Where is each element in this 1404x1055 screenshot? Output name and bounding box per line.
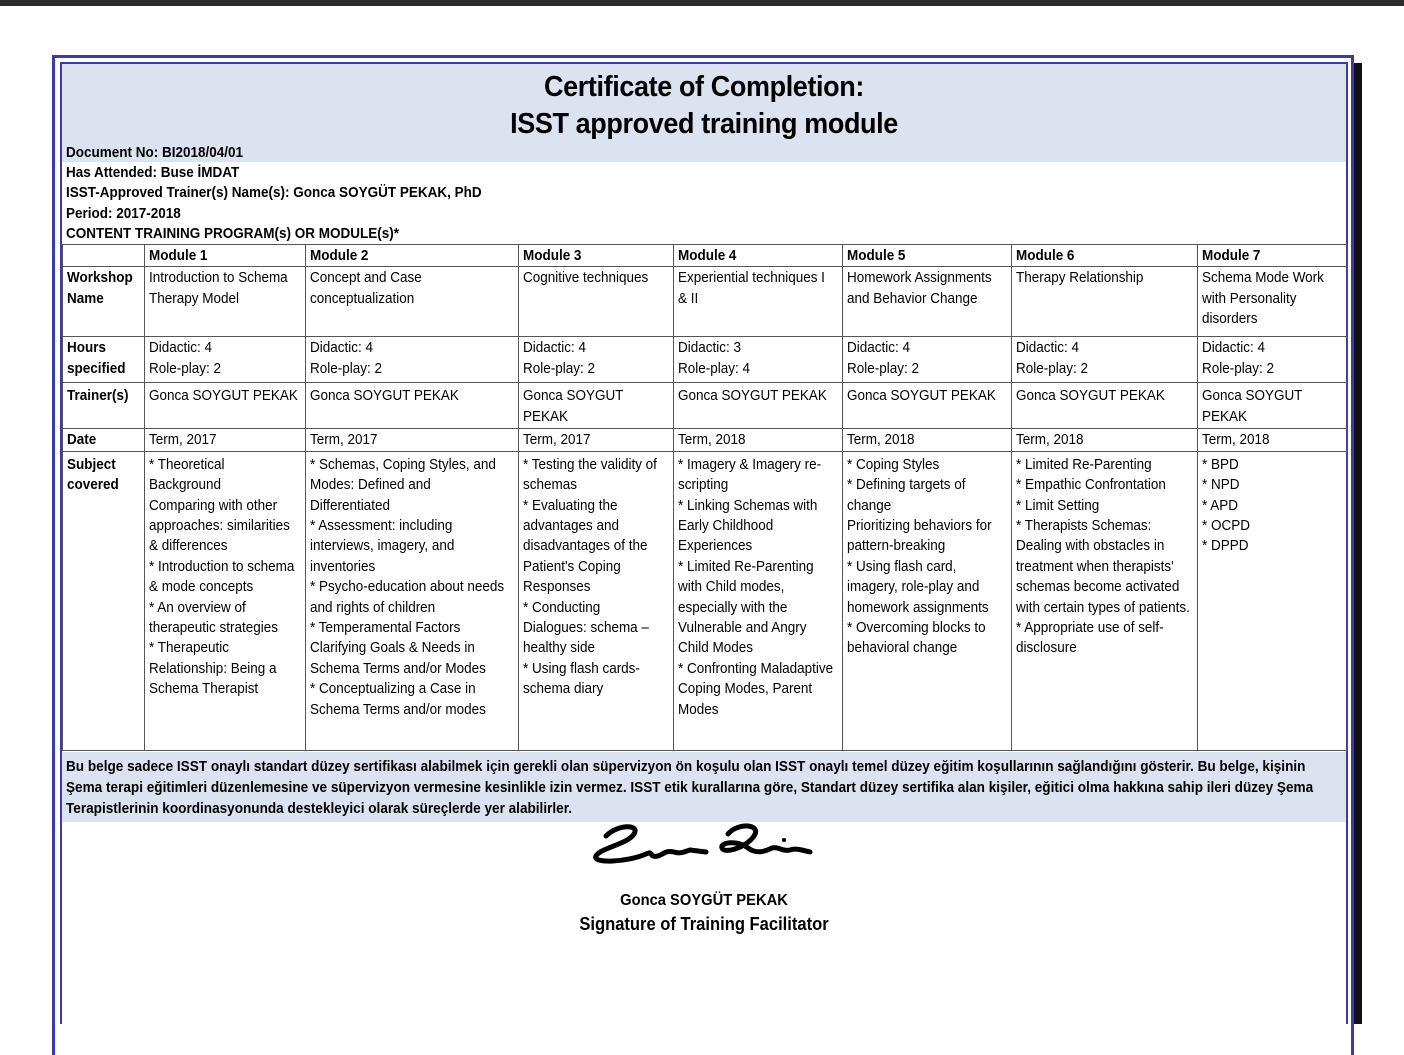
row-label-workshop: Workshop Name: [63, 267, 145, 337]
module-header-row: [63, 245, 1348, 267]
trainer-cell: Gonca SOYGUT PEKAK: [1012, 383, 1198, 429]
header-corner-cell: [63, 245, 145, 267]
date-cell: Term, 2018: [843, 429, 1012, 451]
workshop-row: [63, 267, 1348, 337]
date-cell: Term, 2017: [306, 429, 519, 451]
content-heading: CONTENT TRAINING PROGRAM(s) OR MODULE(s)*: [66, 225, 399, 242]
workshop-cell: Schema Mode Work with Personality disorders: [1198, 267, 1348, 337]
date-row: [63, 429, 1348, 451]
subject-cell: * Imagery & Imagery re-scripting * Linking Schemas with Early Childhood Experiences * Limited Re-Parenting with Child modes, especially with the Vulnerable and Angry Child Modes * Confronting Maladaptive Coping Modes, Parent Modes: [674, 451, 843, 750]
subject-row: [63, 451, 1348, 750]
module-header: Module 6: [1012, 245, 1198, 267]
handwritten-signature: [588, 818, 818, 874]
workshop-cell: Introduction to Schema Therapy Model: [145, 267, 306, 337]
trainer-row: [63, 383, 1348, 429]
module-header: Module 1: [145, 245, 306, 267]
hours-row: [63, 337, 1348, 383]
module-header: Module 5: [843, 245, 1012, 267]
trainer-cell: Gonca SOYGUT PEKAK: [843, 383, 1012, 429]
trainer-names: ISST-Approved Trainer(s) Name(s): Gonca SOYGÜT PEKAK, PhD: [66, 184, 482, 201]
subject-cell: * BPD * NPD * APD * OCPD * DPPD: [1198, 451, 1348, 750]
module-header: Module 2: [306, 245, 519, 267]
hours-cell: Didactic: 4 Role-play: 2: [145, 337, 306, 383]
trainer-cell: Gonca SOYGUT PEKAK: [1198, 383, 1348, 429]
hours-cell: Didactic: 4 Role-play: 2: [1198, 337, 1348, 383]
disclaimer-note: Bu belge sadece ISST onaylı standart düzey sertifikası alabilmek için gerekli olan süpervizyon ön koşulu olan ISST onaylı temel düzey eğitim koşullarının sağlandığını gösterir. Bu belge, kişinin Şema terapi eğitimleri düzenlemesine ve süpervizyon vermesine kesinlikle izin vermez. ISST etik kurallarına göre, Standart düzey sertifika alan kişiler, eğitici olma hakkına sahip ileri düzey Şema Terapistlerinin koordinasyonunda destekleyici olarak süreçlerde yer alabilirler.: [66, 758, 1314, 817]
date-cell: Term, 2017: [145, 429, 306, 451]
page-shadow: [1354, 63, 1362, 1024]
row-label-hours: Hours specified: [63, 337, 145, 383]
module-header: Module 7: [1198, 245, 1348, 267]
trainer-cell: Gonca SOYGUT PEKAK: [519, 383, 674, 429]
hours-cell: Didactic: 4 Role-play: 2: [519, 337, 674, 383]
trainer-cell: Gonca SOYGUT PEKAK: [306, 383, 519, 429]
row-label-date: Date: [63, 429, 145, 451]
subject-cell: * Theoretical Background Comparing with other approaches: similarities & differences * Introduction to schema & mode concepts * An overview of therapeutic strategies * Therapeutic Relationship: Being a Schema Therapist: [145, 451, 306, 750]
window-top-bar: [0, 0, 1404, 6]
hours-cell: Didactic: 4 Role-play: 2: [1012, 337, 1198, 383]
hours-cell: Didactic: 3 Role-play: 4: [674, 337, 843, 383]
subject-cell: * Coping Styles * Defining targets of change Prioritizing behaviors for pattern-breaking * Using flash card, imagery, role-play and homework assignments * Overcoming blocks to behavioral change: [843, 451, 1012, 750]
signature-caption: Signature of Training Facilitator: [579, 914, 829, 934]
attendee: Has Attended: Buse İMDAT: [66, 164, 240, 181]
workshop-cell: Cognitive techniques: [519, 267, 674, 337]
hours-cell: Didactic: 4 Role-play: 2: [306, 337, 519, 383]
subject-cell: * Limited Re-Parenting * Empathic Confrontation * Limit Setting * Therapists Schemas: Dealing with obstacles in treatment when therapists' schemas become activated with certain types of patients. * Appropriate use of self-disclosure: [1012, 451, 1198, 750]
period: Period: 2017-2018: [66, 205, 181, 222]
trainer-cell: Gonca SOYGUT PEKAK: [674, 383, 843, 429]
date-cell: Term, 2018: [1198, 429, 1348, 451]
document-number: Document No: BI2018/04/01: [66, 144, 244, 161]
workshop-cell: Therapy Relationship: [1012, 267, 1198, 337]
date-cell: Term, 2018: [1012, 429, 1198, 451]
workshop-cell: Homework Assignments and Behavior Change: [843, 267, 1012, 337]
module-header: Module 4: [674, 245, 843, 267]
subject-cell: * Testing the validity of schemas * Evaluating the advantages and disadvantages of the Patient's Coping Responses * Conducting Dialogues: schema – healthy side * Using flash cards-schema diary: [519, 451, 674, 750]
modules-table: [62, 244, 1348, 751]
row-label-trainer: Trainer(s): [63, 383, 145, 429]
certificate-title: Certificate of Completion:: [544, 71, 864, 103]
hours-cell: Didactic: 4 Role-play: 2: [843, 337, 1012, 383]
module-header: Module 3: [519, 245, 674, 267]
subject-cell: * Schemas, Coping Styles, and Modes: Defined and Differentiated * Assessment: including interviews, imagery, and inventories * Psycho-education about needs and rights of children * Temperamental Factors Clarifying Goals & Needs in Schema Terms and/or Modes * Conceptualizing a Case in Schema Terms and/or modes: [306, 451, 519, 750]
certificate-subtitle: ISST approved training module: [510, 108, 898, 140]
workshop-cell: Concept and Case conceptualization: [306, 267, 519, 337]
date-cell: Term, 2017: [519, 429, 674, 451]
row-label-subject: Subject covered: [63, 451, 145, 750]
workshop-cell: Experiential techniques I & II: [674, 267, 843, 337]
trainer-cell: Gonca SOYGUT PEKAK: [145, 383, 306, 429]
date-cell: Term, 2018: [674, 429, 843, 451]
facilitator-name: Gonca SOYGÜT PEKAK: [620, 892, 788, 909]
